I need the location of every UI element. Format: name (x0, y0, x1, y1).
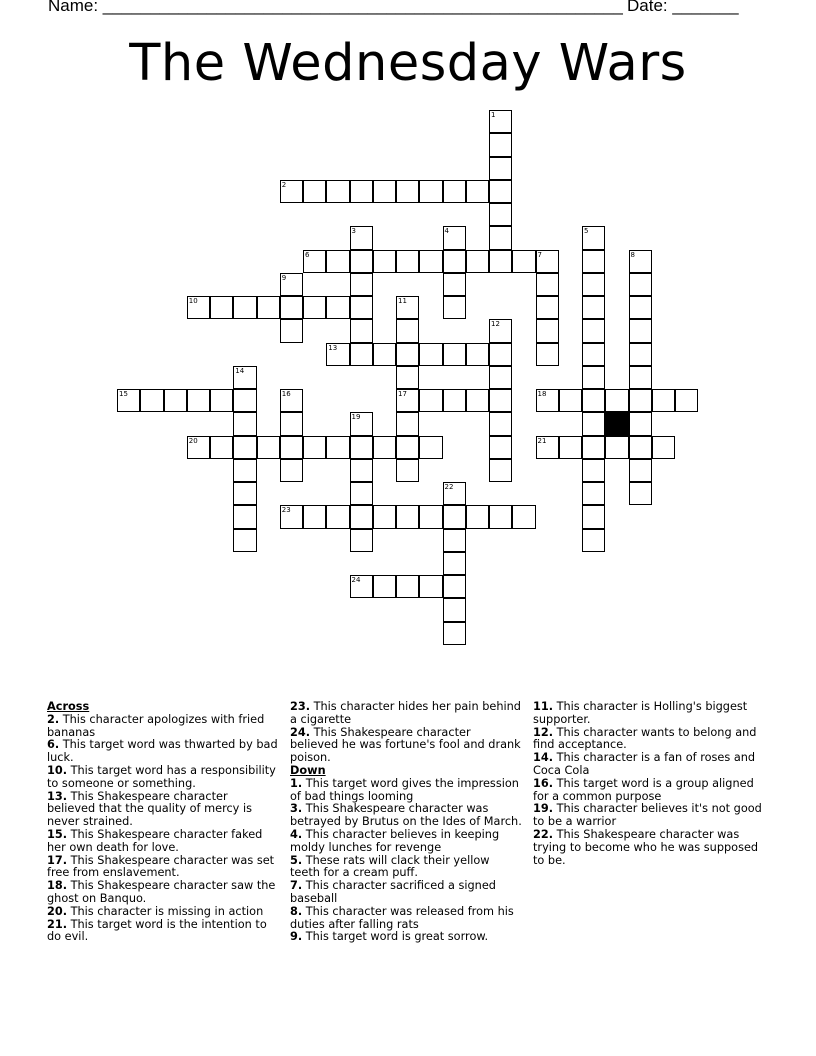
grid-cell[interactable] (419, 436, 442, 459)
grid-cell[interactable] (512, 505, 535, 528)
grid-cell[interactable] (373, 180, 396, 203)
grid-cell-number: 4 (444, 227, 449, 236)
across-clue-21: 21. This target word is the intention to do evil. (47, 917, 267, 944)
grid-cell[interactable] (489, 110, 512, 133)
grid-cell[interactable] (536, 436, 559, 459)
grid-cell[interactable] (629, 366, 652, 389)
grid-cell-number: 10 (188, 297, 198, 305)
grid-cell[interactable] (350, 226, 373, 249)
down-clue-4: 4. This character believes in keeping moldy lunches for revenge (290, 827, 500, 854)
across-clue-23: 23. This character hides her pain behind a cigarette (290, 700, 521, 726)
grid-cell[interactable] (582, 529, 605, 552)
grid-cell[interactable] (280, 505, 303, 528)
grid-cell[interactable] (489, 319, 512, 342)
grid-cell[interactable] (605, 436, 628, 459)
grid-cell[interactable] (489, 133, 512, 156)
grid-cell[interactable] (350, 250, 373, 273)
grid-cell[interactable] (489, 157, 512, 180)
grid-cell[interactable] (396, 366, 419, 389)
grid-cell[interactable] (466, 343, 489, 366)
grid-cell[interactable] (280, 459, 303, 482)
grid-cell[interactable] (489, 343, 512, 366)
grid-cell[interactable] (443, 505, 466, 528)
grid-cell[interactable] (350, 343, 373, 366)
grid-cell[interactable] (443, 529, 466, 552)
across-clue-17: 17. This Shakespeare character was set free from enslavement. (47, 853, 275, 880)
down-clue-1: 1. This target word gives the impression of bad things looming (290, 776, 519, 803)
grid-cell[interactable] (350, 273, 373, 296)
grid-cell[interactable] (396, 180, 419, 203)
grid-cell[interactable] (350, 436, 373, 459)
grid-cell-number: 9 (281, 273, 287, 282)
grid-block-cell (605, 412, 628, 435)
grid-cell-number: 17 (398, 390, 407, 398)
grid-cell[interactable] (443, 389, 466, 412)
grid-cell[interactable] (443, 482, 466, 505)
grid-cell[interactable] (466, 389, 489, 412)
grid-cell[interactable] (396, 389, 419, 412)
grid-cell[interactable] (373, 505, 396, 528)
grid-cell[interactable] (489, 389, 512, 412)
grid-cell[interactable] (257, 296, 280, 319)
across-clue-24: 24. This Shakespeare character believed he was fortune's fool and drank poison. (290, 725, 521, 765)
grid-cell[interactable] (466, 505, 489, 528)
grid-cell[interactable] (582, 296, 605, 319)
grid-cell[interactable] (582, 505, 605, 528)
grid-cell[interactable] (443, 598, 466, 621)
date-field[interactable]: Date: _______ (627, 0, 739, 15)
grid-cell-number: 19 (351, 413, 361, 422)
grid-cell[interactable] (233, 505, 256, 528)
clues-column-2 (290, 701, 522, 944)
down-clue-3: 3. This Shakespeare character was betrayed by Brutus on the Ides of March. (290, 802, 522, 829)
grid-cell[interactable] (396, 343, 419, 366)
grid-cell[interactable] (512, 250, 535, 273)
across-clue-10: 10. This target word has a responsibility to someone or something. (47, 763, 276, 790)
grid-cell[interactable] (489, 203, 512, 226)
grid-cell[interactable] (326, 343, 349, 366)
grid-cell[interactable] (559, 389, 582, 412)
grid-cell[interactable] (582, 389, 605, 412)
grid-cell-number: 6 (305, 250, 310, 259)
grid-cell[interactable] (629, 250, 652, 273)
across-clue-15: 15. This Shakespeare character faked her own death for love. (47, 827, 263, 854)
grid-cell[interactable] (396, 250, 419, 273)
down-heading: Down (290, 763, 326, 777)
grid-cell-number: 8 (630, 250, 635, 259)
grid-cell[interactable] (373, 250, 396, 273)
grid-cell[interactable] (280, 436, 303, 459)
grid-cell-number: 16 (281, 390, 291, 398)
grid-cell[interactable] (396, 296, 419, 319)
grid-cell[interactable] (396, 459, 419, 482)
grid-cell[interactable] (350, 296, 373, 319)
down-clue-19: 19. This character believes it's not good to be a warrior (533, 802, 762, 829)
grid-cell[interactable] (419, 180, 442, 203)
clues-column-1 (47, 701, 279, 944)
grid-cell-number: 7 (537, 250, 542, 259)
grid-cell[interactable] (396, 575, 419, 598)
grid-cell[interactable] (373, 436, 396, 459)
down-clue-12: 12. This character wants to belong and find acceptance. (533, 725, 757, 752)
grid-cell[interactable] (629, 343, 652, 366)
grid-cell[interactable] (140, 389, 163, 412)
grid-cell[interactable] (257, 436, 280, 459)
grid-cell[interactable] (582, 250, 605, 273)
grid-cell[interactable] (466, 250, 489, 273)
down-clue-9: 9. This target word is great sorrow. (290, 930, 489, 944)
grid-cell[interactable] (652, 436, 675, 459)
grid-cell[interactable] (419, 575, 442, 598)
grid-cell[interactable] (536, 389, 559, 412)
grid-cell[interactable] (373, 575, 396, 598)
grid-cell[interactable] (582, 273, 605, 296)
grid-cell[interactable] (443, 273, 466, 296)
grid-cell[interactable] (489, 505, 512, 528)
grid-cell-number: 12 (491, 320, 500, 329)
grid-cell[interactable] (652, 389, 675, 412)
down-clue-7: 7. This character sacrificed a signed baseball (290, 879, 496, 905)
grid-cell[interactable] (489, 180, 512, 203)
grid-cell[interactable] (582, 226, 605, 249)
grid-cell[interactable] (233, 436, 256, 459)
grid-cell[interactable] (396, 436, 419, 459)
grid-cell[interactable] (489, 366, 512, 389)
grid-cell-number: 14 (235, 366, 245, 375)
across-clue-18: 18. This Shakespeare character saw the ghost on Banquo. (47, 879, 276, 905)
grid-cell[interactable] (350, 505, 373, 528)
grid-cell[interactable] (443, 622, 466, 645)
grid-cell[interactable] (280, 296, 303, 319)
grid-cell[interactable] (187, 296, 210, 319)
grid-cell[interactable] (536, 319, 559, 342)
grid-cell[interactable] (629, 296, 652, 319)
grid-cell[interactable] (489, 436, 512, 459)
across-clue-2: 2. This character apologizes with fried bananas (47, 712, 265, 739)
grid-cell[interactable] (629, 273, 652, 296)
grid-cell[interactable] (582, 366, 605, 389)
grid-cell[interactable] (303, 296, 326, 319)
page-title: The Wednesday Wars (129, 34, 687, 93)
grid-cell[interactable] (582, 459, 605, 482)
grid-cell[interactable] (582, 343, 605, 366)
grid-cell[interactable] (280, 319, 303, 342)
grid-cell[interactable] (326, 296, 349, 319)
grid-cell[interactable] (629, 412, 652, 435)
across-clue-13: 13. This Shakespeare character believed that the quality of mercy is never strained. (47, 789, 252, 829)
grid-cell[interactable] (419, 343, 442, 366)
grid-cell[interactable] (489, 412, 512, 435)
grid-cell[interactable] (164, 389, 187, 412)
grid-cell[interactable] (396, 412, 419, 435)
grid-cell[interactable] (233, 529, 256, 552)
grid-cell[interactable] (326, 180, 349, 203)
grid-cell[interactable] (443, 343, 466, 366)
grid-cell[interactable] (443, 180, 466, 203)
grid-cell[interactable] (605, 389, 628, 412)
grid-cell-number: 15 (119, 390, 128, 398)
grid-cell[interactable] (350, 529, 373, 552)
grid-cell[interactable] (489, 250, 512, 273)
grid-cell[interactable] (280, 180, 303, 203)
grid-cell[interactable] (187, 436, 210, 459)
down-clue-14: 14. This character is a fan of roses and Coca Cola (533, 751, 756, 777)
grid-cell[interactable] (443, 296, 466, 319)
grid-cell-number: 5 (584, 227, 589, 236)
grid-cell[interactable] (629, 319, 652, 342)
grid-cell[interactable] (280, 412, 303, 435)
grid-cell[interactable] (536, 343, 559, 366)
grid-cell-number: 20 (188, 436, 198, 445)
grid-cell[interactable] (117, 389, 140, 412)
across-heading: Across (47, 700, 90, 713)
grid-cell[interactable] (326, 250, 349, 273)
grid-cell[interactable] (303, 180, 326, 203)
grid-cell[interactable] (210, 389, 233, 412)
grid-cell[interactable] (489, 459, 512, 482)
grid-cell[interactable] (280, 273, 303, 296)
grid-cell-number: 13 (328, 343, 338, 352)
grid-cell[interactable] (350, 575, 373, 598)
grid-cell[interactable] (629, 459, 652, 482)
down-clue-5: 5. These rats will clack their yellow teeth for a cream puff. (290, 853, 490, 880)
grid-cell[interactable] (419, 250, 442, 273)
grid-cell[interactable] (326, 505, 349, 528)
grid-cell[interactable] (629, 389, 652, 412)
across-clue-20: 20. This character is missing in action (47, 904, 264, 918)
down-clue-8: 8. This character was released from his duties after falling rats (290, 904, 514, 931)
grid-cell[interactable] (443, 575, 466, 598)
grid-cell[interactable] (233, 389, 256, 412)
grid-cell[interactable] (210, 296, 233, 319)
grid-cell[interactable] (582, 482, 605, 505)
grid-cell-number: 2 (281, 180, 287, 189)
grid-cell[interactable] (629, 482, 652, 505)
grid-cell[interactable] (466, 180, 489, 203)
down-clue-11: 11. This character is Holling's biggest supporter. (533, 700, 748, 726)
grid-cell[interactable] (233, 296, 256, 319)
grid-cell-number: 18 (537, 390, 547, 398)
grid-cell[interactable] (303, 250, 326, 273)
grid-cell[interactable] (396, 505, 419, 528)
grid-cell-number: 24 (351, 576, 361, 584)
grid-cell[interactable] (350, 459, 373, 482)
grid-cell[interactable] (536, 250, 559, 273)
name-field[interactable]: Name: _______________________________________________________ (48, 0, 623, 15)
grid-cell[interactable] (326, 436, 349, 459)
grid-cell[interactable] (559, 436, 582, 459)
across-clue-6: 6. This target word was thwarted by bad luck. (47, 738, 278, 765)
grid-cell-number: 23 (281, 506, 291, 515)
grid-cell-number: 22 (444, 483, 454, 491)
grid-cell[interactable] (489, 226, 512, 249)
grid-cell[interactable] (350, 319, 373, 342)
grid-cell[interactable] (443, 552, 466, 575)
grid-cell[interactable] (396, 319, 419, 342)
grid-cell[interactable] (582, 319, 605, 342)
grid-cell[interactable] (373, 343, 396, 366)
grid-cell[interactable] (280, 389, 303, 412)
grid-cell[interactable] (582, 412, 605, 435)
grid-cell[interactable] (350, 180, 373, 203)
grid-cell[interactable] (350, 482, 373, 505)
grid-cell[interactable] (419, 505, 442, 528)
grid-cell[interactable] (303, 505, 326, 528)
grid-cell[interactable] (582, 436, 605, 459)
grid-cell-number: 11 (398, 297, 407, 305)
grid-cell[interactable] (443, 226, 466, 249)
grid-cell[interactable] (233, 412, 256, 435)
grid-cell[interactable] (303, 436, 326, 459)
down-clue-16: 16. This target word is a group aligned for a common purpose (533, 776, 754, 803)
grid-cell[interactable] (419, 389, 442, 412)
grid-cell[interactable] (675, 389, 698, 412)
grid-cell[interactable] (210, 436, 233, 459)
grid-cell[interactable] (443, 250, 466, 273)
grid-cell-number: 3 (351, 227, 356, 236)
grid-cell[interactable] (233, 482, 256, 505)
down-clue-22: 22. This Shakespeare character was trying to become who he was supposed to be. (533, 827, 759, 867)
grid-cell[interactable] (536, 296, 559, 319)
grid-cell[interactable] (233, 459, 256, 482)
grid-cell[interactable] (350, 412, 373, 435)
grid-cell[interactable] (629, 436, 652, 459)
grid-cell[interactable] (187, 389, 210, 412)
clues-column-3 (533, 701, 765, 867)
grid-cell[interactable] (536, 273, 559, 296)
grid-cell-number: 21 (537, 436, 547, 445)
grid-cell[interactable] (233, 366, 256, 389)
grid-cell-number: 1 (491, 111, 496, 119)
